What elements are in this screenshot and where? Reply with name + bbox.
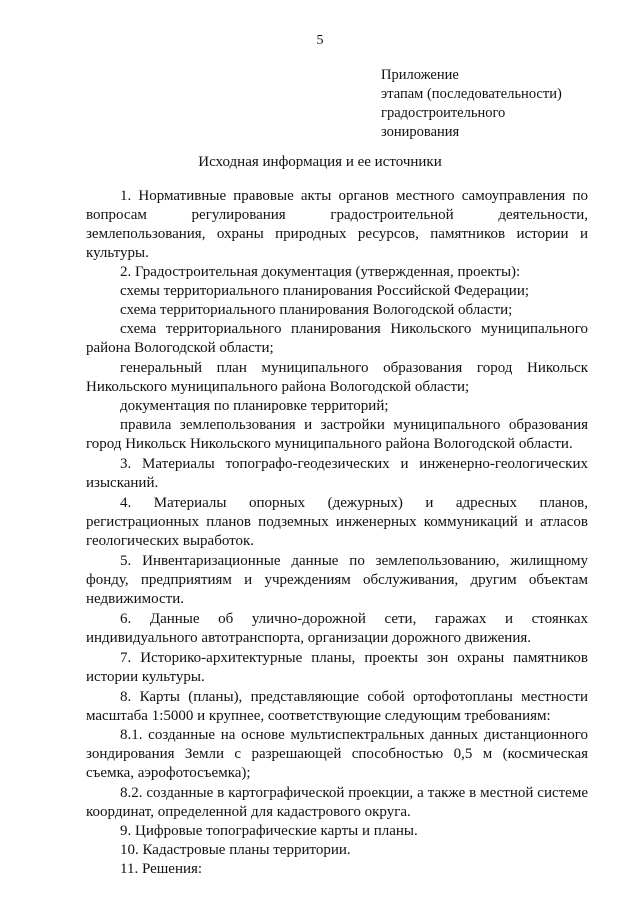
paragraph-item-3: 3. Материалы топографо-геодезических и инженерно-геологических изысканий. — [86, 456, 588, 491]
paragraph-item-7: 7. Историко-архитектурные планы, проекты зон охраны памятников истории культуры. — [86, 650, 588, 685]
document-title: Исходная информация и ее источники — [198, 154, 442, 170]
paragraph-item-1: 1. Нормативные правовые акты органов местного самоуправления по вопросам регулирования градостроительной деятельности, землепользования, охраны природных ресурсов, памятников истории и культуры. — [86, 188, 588, 261]
paragraph-item-8: 8. Карты (планы), представляющие собой ортофотопланы местности масштаба 1:5000 и крупнее, соответствующие следующим требованиям: — [86, 689, 588, 724]
page-number: 5 — [316, 33, 324, 48]
paragraph-subitem: схема территориального планирования Вологодской области; — [120, 302, 513, 318]
paragraph-item-11: 11. Решения: — [120, 861, 203, 877]
appendix-line: Приложение — [381, 67, 459, 83]
paragraph-item-6: 6. Данные об улично-дорожной сети, гаражах и стоянках индивидуального автотранспорта, организации дорожного движения. — [86, 611, 588, 646]
paragraph-item-2: 2. Градостроительная документация (утвержденная, проекты): — [120, 264, 521, 280]
paragraph-item-8-1: 8.1. созданные на основе мультиспектральных данных дистанционного зондирования Земли с разрешающей способностью 0,5 м (космическая съемка, аэрофотосъемка); — [86, 727, 588, 781]
paragraph-item-8-2: 8.2. созданные в картографической проекции, а также в местной системе координат, определенной для кадастрового округа. — [86, 785, 588, 820]
paragraph-item-10: 10. Кадастровые планы территории. — [120, 842, 351, 858]
appendix-line: этапам (последовательности) — [381, 86, 562, 102]
paragraph-subitem: схемы территориального планирования Российской Федерации; — [120, 283, 530, 299]
appendix-line: градостроительного — [381, 105, 506, 121]
paragraph-subitem: генеральный план муниципального образования город Никольск Никольского муниципального района Вологодской области; — [86, 360, 588, 395]
paragraph-subitem: документация по планировке территорий; — [120, 398, 389, 414]
paragraph-item-9: 9. Цифровые топографические карты и планы. — [120, 823, 418, 839]
paragraph-item-4: 4. Материалы опорных (дежурных) и адресных планов, регистрационных планов подземных инженерных коммуникаций и атласов геологических выработок. — [86, 495, 588, 549]
document-body — [86, 187, 588, 879]
paragraph-item-5: 5. Инвентаризационные данные по землепользованию, жилищному фонду, предприятиям и учреждениям обслуживания, другим объектам недвижимости. — [86, 553, 588, 607]
paragraph-subitem: правила землепользования и застройки муниципального образования город Никольск Никольского муниципального района Вологодской области. — [86, 417, 588, 452]
appendix-header — [381, 66, 562, 142]
paragraph-subitem: схема территориального планирования Никольского муниципального района Вологодской области; — [86, 321, 588, 356]
appendix-line: зонирования — [381, 124, 460, 140]
